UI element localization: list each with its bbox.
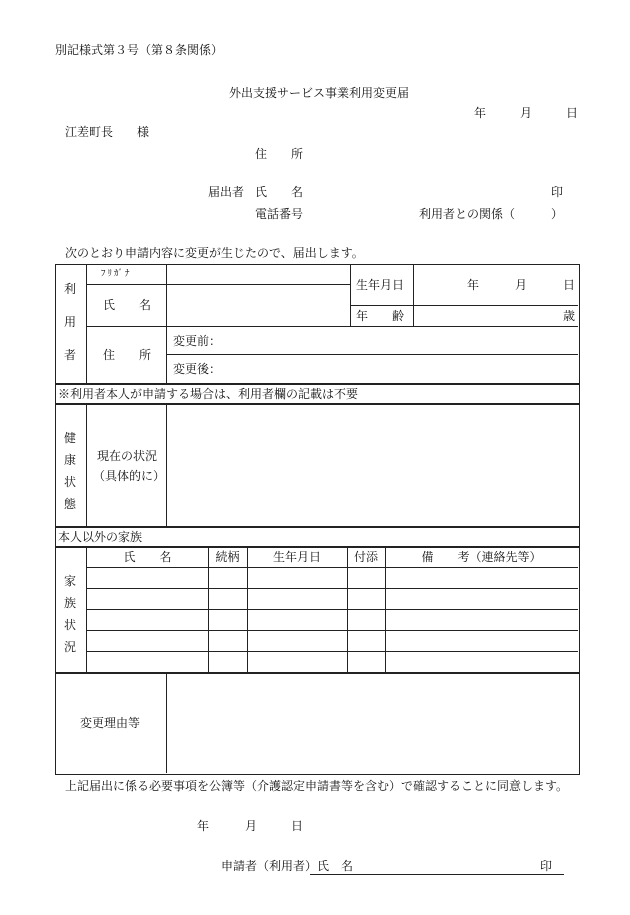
health-side-label: 健 康 状 態 xyxy=(63,431,76,511)
family-col-name: 氏 名 xyxy=(123,550,172,564)
age-label: 年 齢 xyxy=(356,309,405,323)
dob-year-label: 年 xyxy=(467,278,480,292)
consent-date-month: 月 xyxy=(245,819,258,833)
date-month-label: 月 xyxy=(520,106,533,120)
age-unit: 歳 xyxy=(563,309,576,323)
family-col-remarks: 備 考（連絡先等） xyxy=(421,550,542,564)
user-address-label: 住 所 xyxy=(103,348,152,362)
dob-month-label: 月 xyxy=(515,278,528,292)
addressee-honorific: 様 xyxy=(137,125,150,139)
date-day-label: 日 xyxy=(566,106,579,120)
signer-seal: 印 xyxy=(540,859,553,873)
family-col-dob: 生年月日 xyxy=(272,550,321,564)
family-col-escort: 付添 xyxy=(353,550,378,564)
address-before-label: 変更前： xyxy=(173,334,222,348)
applicant-address-label: 住 所 xyxy=(255,147,304,161)
user-side-label: 利 用 者 xyxy=(63,282,76,362)
table-row[interactable] xyxy=(87,568,577,587)
applicant-phone-label: 電話番号 xyxy=(255,207,304,221)
addressee-name: 江差町長 xyxy=(65,125,114,139)
table-row[interactable] xyxy=(87,589,577,608)
furigana-label: ﾌﾘｶﾞﾅ xyxy=(101,269,132,279)
reason-input[interactable] xyxy=(168,674,576,771)
user-name-label: 氏 名 xyxy=(103,298,152,312)
health-status-input[interactable] xyxy=(168,405,576,524)
table-row[interactable] xyxy=(87,631,577,650)
family-side-label: 家 族 状 況 xyxy=(63,574,76,654)
health-status-sublabel: （具体的に） xyxy=(93,469,166,483)
furigana-input[interactable] xyxy=(167,265,349,283)
applicant-seal: 印 xyxy=(551,185,564,199)
health-status-label: 現在の状況 xyxy=(97,449,158,463)
form-number: 別記様式第３号（第８条関係） xyxy=(55,43,224,57)
dob-label: 生年月日 xyxy=(356,278,405,292)
date-year-label: 年 xyxy=(474,106,487,120)
table-row[interactable] xyxy=(87,652,577,671)
notifier-label: 届出者 xyxy=(208,185,245,199)
family-col-relation: 続柄 xyxy=(215,550,240,564)
family-title: 本人以外の家族 xyxy=(58,530,143,544)
intro-text: 次のとおり申請内容に変更が生じたので、届出します。 xyxy=(65,246,364,260)
consent-text: 上記届出に係る必要事項を公簿等（介護認定申請書等を含む）で確認することに同意します。 xyxy=(65,779,569,793)
signature-line[interactable] xyxy=(310,874,564,875)
signer-label: 申請者（利用者）氏 名 xyxy=(221,859,354,873)
reason-label: 変更理由等 xyxy=(80,716,141,730)
relation-label: 利用者との関係（ ） xyxy=(419,207,564,221)
consent-date-year: 年 xyxy=(197,819,210,833)
user-name-input[interactable] xyxy=(167,286,349,325)
table-row[interactable] xyxy=(87,610,577,629)
address-after-label: 変更後： xyxy=(173,362,222,376)
user-note: ※利用者本人が申請する場合は、利用者欄の記載は不要 xyxy=(58,387,359,401)
form-title: 外出支援サービス事業利用変更届 xyxy=(229,86,410,100)
dob-day-label: 日 xyxy=(563,278,576,292)
consent-date-day: 日 xyxy=(291,819,304,833)
applicant-name-label: 氏 名 xyxy=(255,185,304,199)
